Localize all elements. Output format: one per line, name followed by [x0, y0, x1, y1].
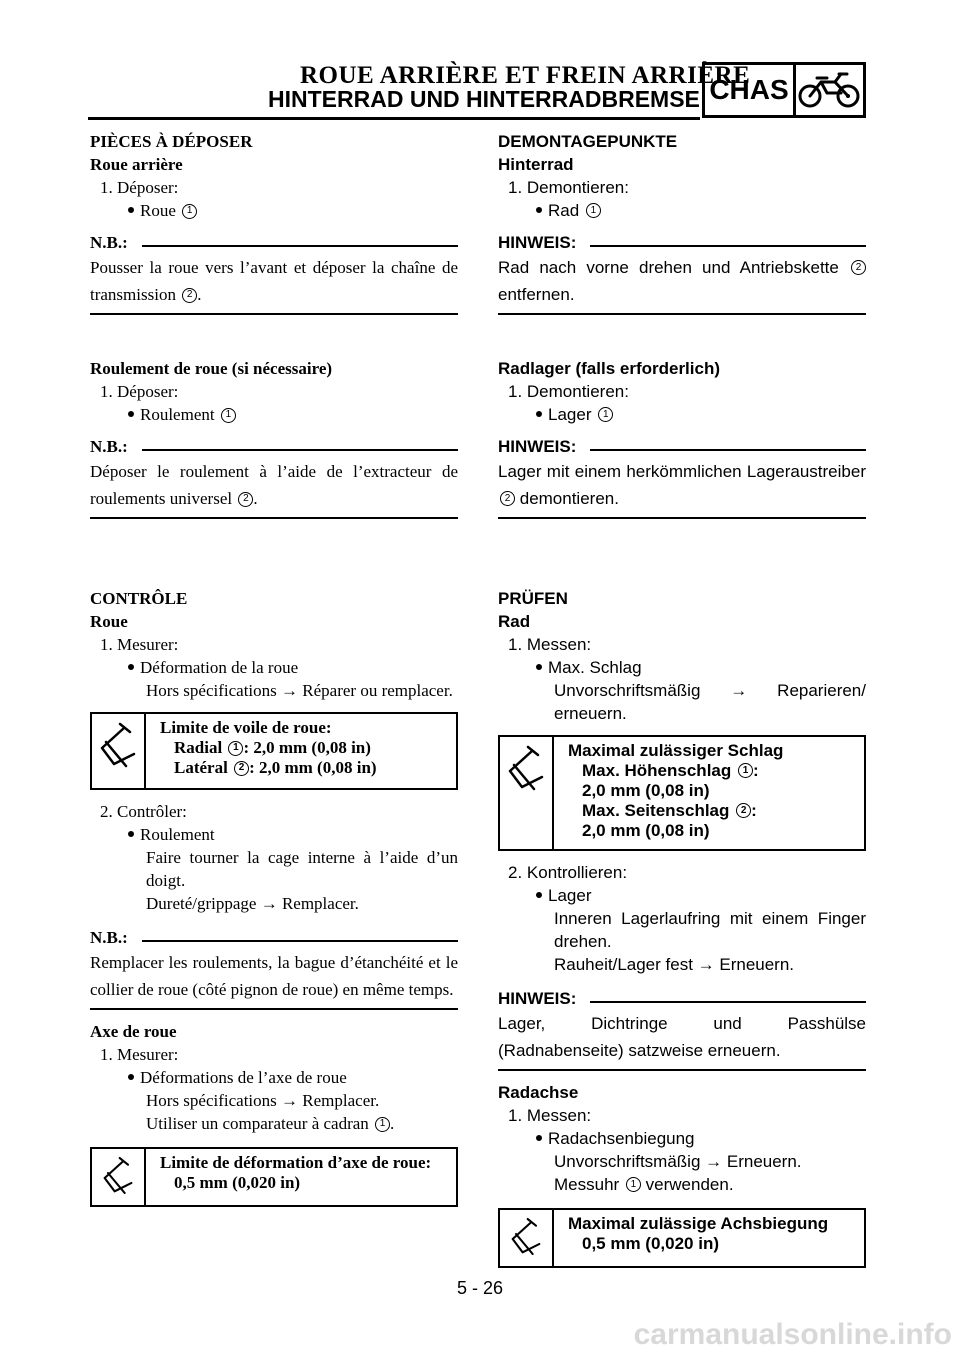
item-description: Hors spécifications → Réparer ou remplacer. — [146, 681, 453, 700]
spec-title: Maximal zulässige Achsbiegung — [568, 1214, 829, 1233]
chas-label: CHAS — [705, 65, 796, 115]
note-text: Pousser la roue vers l’avant et déposer la chaîne de transmission 2 . — [90, 258, 458, 304]
section-title: CONTRÔLE — [90, 589, 188, 608]
note-text: Déposer le roulement à l’aide de l’extracteur de roulements universel 2 . — [90, 462, 458, 508]
note-header: N.B.: — [90, 232, 458, 254]
bullet-icon — [536, 892, 542, 898]
left-section-removal — [90, 130, 458, 315]
bullet-icon — [128, 207, 134, 213]
left-section-bearing — [90, 357, 458, 519]
step: 2. Kontrollieren: — [508, 863, 628, 882]
page-number: 5 - 26 — [456, 1278, 504, 1298]
spec-box — [498, 1208, 866, 1268]
list-item: Déformations de l’axe de roue — [90, 1066, 458, 1089]
spec-title: Limite de déformation d’axe de roue: — [160, 1153, 432, 1172]
list-item: Déformation de la roue — [90, 656, 458, 679]
bullet-icon — [536, 411, 542, 417]
wrench-icon — [92, 714, 146, 788]
subsection-title: Rad — [498, 612, 531, 631]
spec-line: 0,5 mm (0,020 in) — [582, 1234, 720, 1253]
spec-title: Maximal zulässiger Schlag — [568, 741, 784, 760]
bullet-icon — [536, 1135, 542, 1141]
spec-line: Radial 1 : 2,0 mm (0,08 in) — [174, 738, 371, 757]
note-end-rule — [90, 313, 458, 315]
subsection-title: Roue — [90, 612, 128, 631]
note-text: Lager, Dichtringe und Passhülse (Radnabenseite) satzweise erneuern. — [498, 1014, 866, 1060]
title-fr: ROUE ARRIÈRE ET FREIN ARRIÈRE — [300, 62, 751, 89]
item-description: Unvorschriftsmäßig → Reparieren/ erneuern. — [554, 681, 866, 723]
list-item: Radachsenbiegung — [498, 1127, 866, 1150]
note-text: Rad nach vorne drehen und Antriebskette 2 entfernen. — [498, 254, 866, 308]
spec-value: 2,0 mm (0,08 in) — [582, 821, 710, 840]
right-section-removal — [498, 130, 866, 315]
item-description: Faire tourner la cage interne à l’aide d’un doigt. — [146, 848, 458, 890]
spec-box — [498, 735, 866, 851]
item-description: Unvorschriftsmäßig → Erneuern. — [554, 1152, 802, 1171]
section-title: PRÜFEN — [498, 589, 568, 608]
spec-line: 0,5 mm (0,020 in) — [174, 1173, 301, 1192]
list-item: Lager 1 — [498, 403, 866, 426]
bullet-icon — [536, 664, 542, 670]
note-header: N.B.: — [90, 436, 458, 458]
right-section-bearing — [498, 357, 866, 519]
spec-title: Limite de voile de roue: — [160, 718, 332, 737]
note-header: HINWEIS: — [498, 232, 866, 254]
chas-badge — [702, 62, 866, 118]
note-header: HINWEIS: — [498, 436, 866, 458]
spec-value: 2,0 mm (0,08 in) — [582, 781, 710, 800]
watermark: carmanualsonline.info — [633, 1318, 952, 1351]
subsection-title: Radachse — [498, 1083, 579, 1102]
wrench-icon — [92, 1149, 146, 1205]
spec-box — [90, 712, 458, 790]
step: 1. Déposer: — [100, 178, 179, 197]
note-header: N.B.: — [90, 927, 458, 949]
subsection-title: Hinterrad — [498, 155, 574, 174]
item-description: Hors spécifications → Remplacer. — [146, 1091, 380, 1110]
wrench-icon — [500, 737, 554, 849]
note-text: Lager mit einem herkömmlichen Lageraustreiber 2 demontieren. — [498, 462, 866, 508]
motorcycle-icon — [796, 65, 863, 115]
list-item: Lager — [498, 884, 866, 907]
header-rule — [88, 117, 700, 120]
list-item: Roue 1 — [90, 199, 458, 222]
spec-line: Max. Seitenschlag 2 : — [582, 801, 757, 820]
note-end-rule — [498, 517, 866, 519]
step: 1. Demontieren: — [508, 178, 629, 197]
step: 1. Mesurer: — [100, 1045, 179, 1064]
item-description: Dureté/grippage → Remplacer. — [146, 894, 359, 913]
step: 1. Messen: — [508, 1106, 592, 1125]
list-item: Roulement 1 — [90, 403, 458, 426]
step: 1. Déposer: — [100, 382, 179, 401]
list-item: Roulement — [90, 823, 458, 846]
step: 2. Contrôler: — [100, 802, 187, 821]
note-header: HINWEIS: — [498, 988, 866, 1010]
title-de: HINTERRAD UND HINTERRADBREMSE — [268, 86, 700, 112]
subsection-title: Roulement de roue (si nécessaire) — [90, 359, 333, 378]
subsection-title: Radlager (falls erforderlich) — [498, 359, 721, 378]
spec-box — [90, 1147, 458, 1207]
note-end-rule — [90, 517, 458, 519]
step: 1. Mesurer: — [100, 635, 179, 654]
list-item: Rad 1 — [498, 199, 866, 222]
section-title: DEMONTAGEPUNKTE — [498, 132, 678, 151]
section-title: PIÈCES À DÉPOSER — [90, 132, 253, 151]
bullet-icon — [128, 411, 134, 417]
subsection-title: Roue arrière — [90, 155, 183, 174]
bullet-icon — [536, 207, 542, 213]
item-description: Rauheit/Lager fest → Erneuern. — [554, 955, 795, 974]
item-description: Utiliser un comparateur à cadran 1 . — [146, 1114, 395, 1133]
wrench-icon — [500, 1210, 554, 1266]
step: 1. Messen: — [508, 635, 592, 654]
item-description: Messuhr 1 verwenden. — [554, 1175, 734, 1194]
list-item: Max. Schlag — [498, 656, 866, 679]
bullet-icon — [128, 831, 134, 837]
note-text: Remplacer les roulements, la bague d’étanchéité et le collier de roue (côté pignon de roue) en même temps. — [90, 953, 458, 999]
left-section-check — [90, 587, 458, 1207]
subsection-title: Axe de roue — [90, 1022, 177, 1041]
bullet-icon — [128, 1074, 134, 1080]
callout-number: 1 — [182, 204, 197, 219]
right-section-check — [498, 587, 866, 1268]
spec-line: Latéral 2 : 2,0 mm (0,08 in) — [174, 758, 377, 777]
step: 1. Demontieren: — [508, 382, 629, 401]
item-description: Inneren Lagerlaufring mit einem Finger drehen. — [554, 909, 866, 951]
bullet-icon — [128, 664, 134, 670]
note-end-rule — [498, 313, 866, 315]
spec-line: Max. Höhenschlag 1 : — [582, 761, 759, 780]
